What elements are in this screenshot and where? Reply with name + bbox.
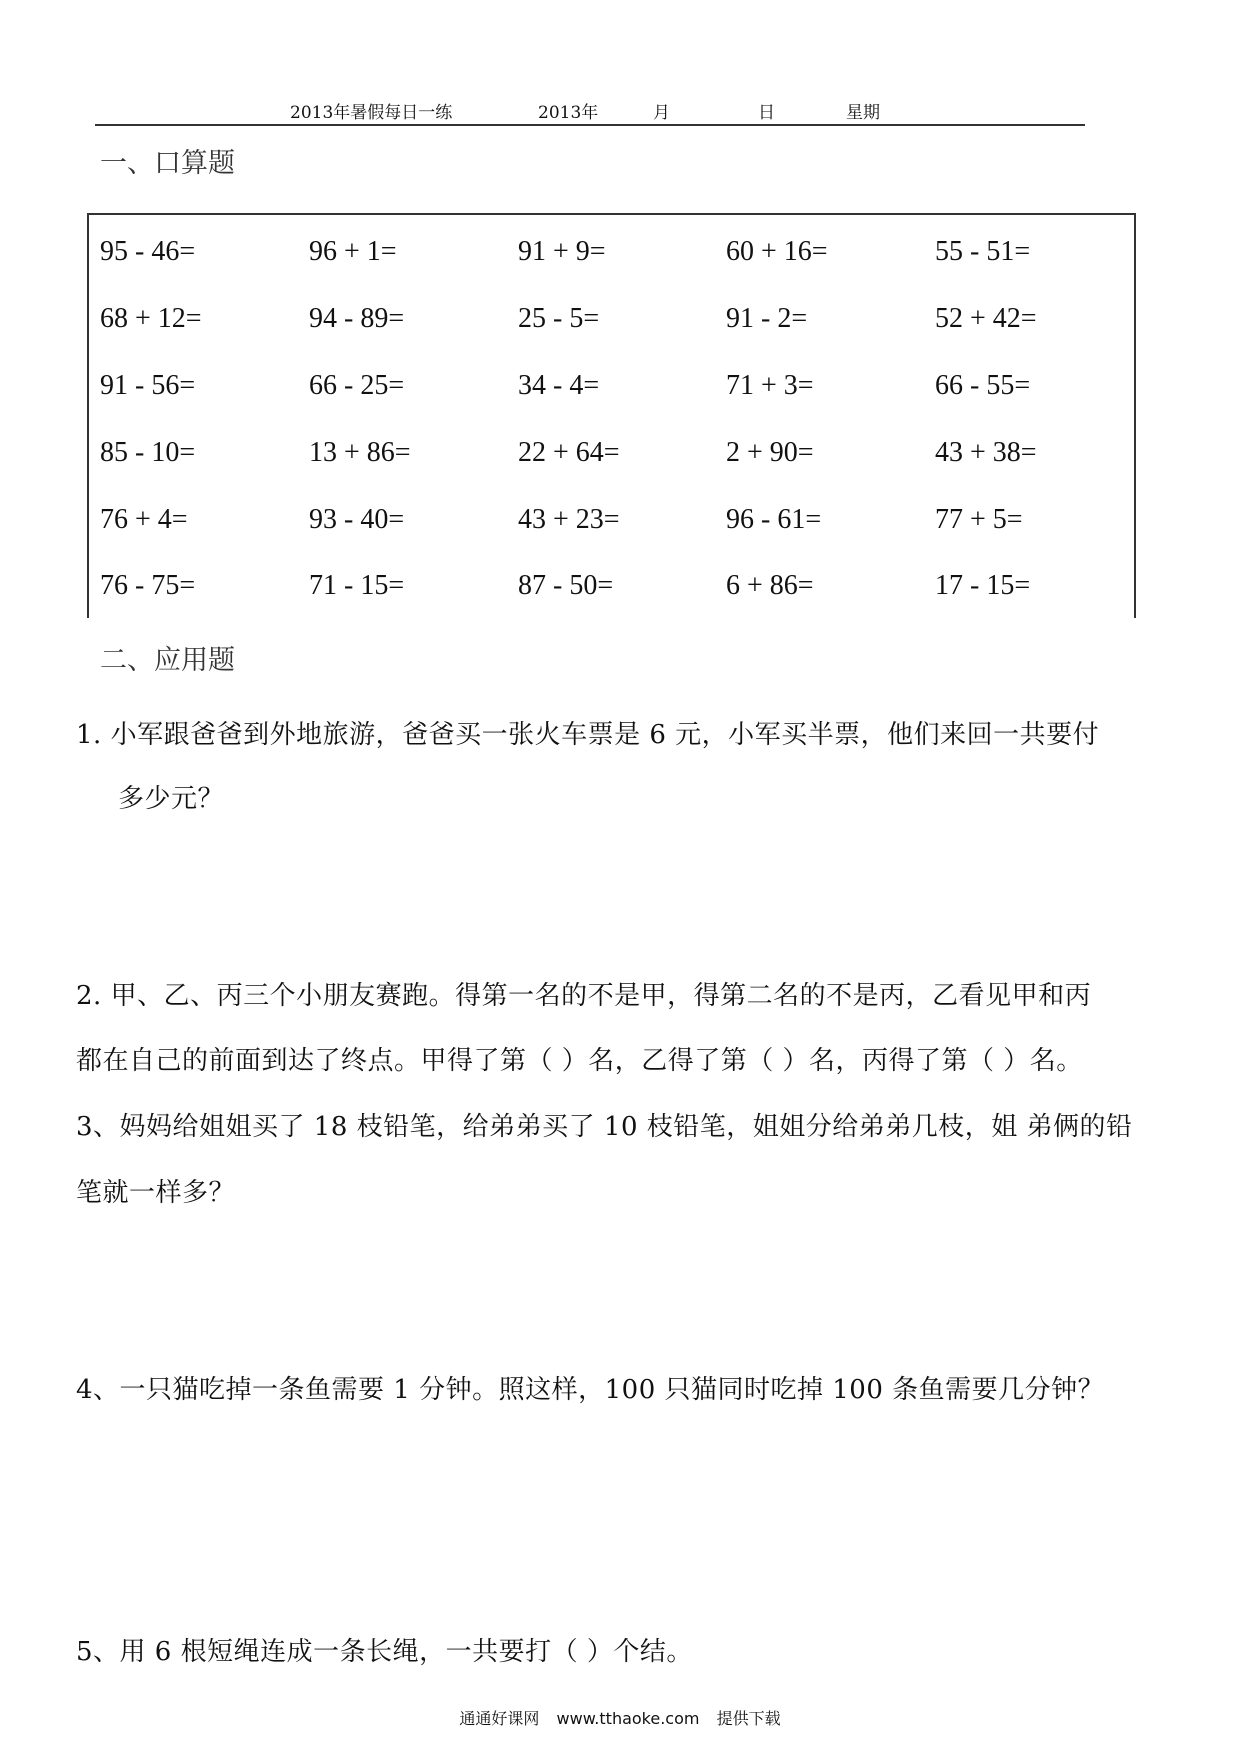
header-weekday: 星期 <box>846 103 880 123</box>
calc-item: 6 + 86= <box>726 570 814 601</box>
calc-item: 43 + 38= <box>935 437 1037 468</box>
calc-item: 93 - 40= <box>309 504 405 535</box>
problem-3-line-2: 笔就一样多？ <box>76 1178 236 1208</box>
calc-item: 60 + 16= <box>726 236 828 267</box>
calc-row <box>89 370 1134 410</box>
calc-item: 77 + 5= <box>935 504 1023 535</box>
problem-2-line-1: 2. 甲、乙、丙三个小朋友赛跑。得第一名的不是甲，得第二名的不是丙，乙看见甲和丙 <box>76 981 1092 1011</box>
problem-3-line-1: 3、妈妈给姐姐买了 18 枝铅笔，给弟弟买了 10 枝铅笔，姐姐分给弟弟几枝，姐 弟俩的铅 <box>76 1112 1133 1142</box>
calc-row <box>89 236 1134 276</box>
calc-item: 71 + 3= <box>726 370 814 401</box>
calc-item: 71 - 15= <box>309 570 405 601</box>
problem-2-line-2: 都在自己的前面到达了终点。甲得了第（ ）名，乙得了第（ ）名，丙得了第（ ）名。 <box>76 1046 1083 1076</box>
problem-1-line-2: 多少元？ <box>118 784 225 814</box>
calc-item: 13 + 86= <box>309 437 411 468</box>
header-month: 月 <box>653 103 670 123</box>
calc-item: 25 - 5= <box>518 303 600 334</box>
calc-item: 95 - 46= <box>100 236 196 267</box>
calc-item: 91 - 2= <box>726 303 808 334</box>
calc-item: 91 + 9= <box>518 236 606 267</box>
footer-url: www.tthaoke.com <box>556 1709 700 1728</box>
page-footer <box>0 1706 1240 1729</box>
calc-row <box>89 303 1134 343</box>
calc-item: 55 - 51= <box>935 236 1031 267</box>
calc-item: 2 + 90= <box>726 437 814 468</box>
calc-item: 52 + 42= <box>935 303 1037 334</box>
calc-item: 91 - 56= <box>100 370 196 401</box>
header-year: 2013年 <box>538 103 599 123</box>
section-title-mental-math: 一、口算题 <box>100 148 235 179</box>
calc-row <box>89 570 1134 610</box>
header-title: 2013年暑假每日一练 <box>290 103 453 123</box>
problem-5-line-1: 5、用 6 根短绳连成一条长绳，一共要打（ ）个结。 <box>76 1637 693 1667</box>
problem-1-line-1: 1. 小军跟爸爸到外地旅游，爸爸买一张火车票是 6 元，小军买半票，他们来回一共要付 <box>76 720 1100 750</box>
calc-item: 76 - 75= <box>100 570 196 601</box>
calc-item: 87 - 50= <box>518 570 614 601</box>
calc-item: 66 - 25= <box>309 370 405 401</box>
calc-row <box>89 437 1134 477</box>
problem-4-line-1: 4、一只猫吃掉一条鱼需要 1 分钟。照这样，100 只猫同时吃掉 100 条鱼需要几分钟？ <box>76 1375 1105 1405</box>
calc-item: 34 - 4= <box>518 370 600 401</box>
header-day: 日 <box>758 103 775 123</box>
calc-item: 68 + 12= <box>100 303 202 334</box>
calc-row <box>89 504 1134 544</box>
calc-item: 85 - 10= <box>100 437 196 468</box>
footer-note: 提供下载 <box>716 1709 781 1728</box>
calc-item: 96 - 61= <box>726 504 822 535</box>
calc-item: 96 + 1= <box>309 236 397 267</box>
calc-item: 17 - 15= <box>935 570 1031 601</box>
page-header <box>95 96 1085 126</box>
calc-item: 22 + 64= <box>518 437 620 468</box>
calc-item: 66 - 55= <box>935 370 1031 401</box>
mental-math-box <box>87 213 1136 618</box>
calc-item: 94 - 89= <box>309 303 405 334</box>
calc-item: 76 + 4= <box>100 504 188 535</box>
calc-item: 43 + 23= <box>518 504 620 535</box>
section-title-word-problems: 二、应用题 <box>100 645 235 676</box>
footer-site-name: 通通好课网 <box>459 1709 540 1728</box>
